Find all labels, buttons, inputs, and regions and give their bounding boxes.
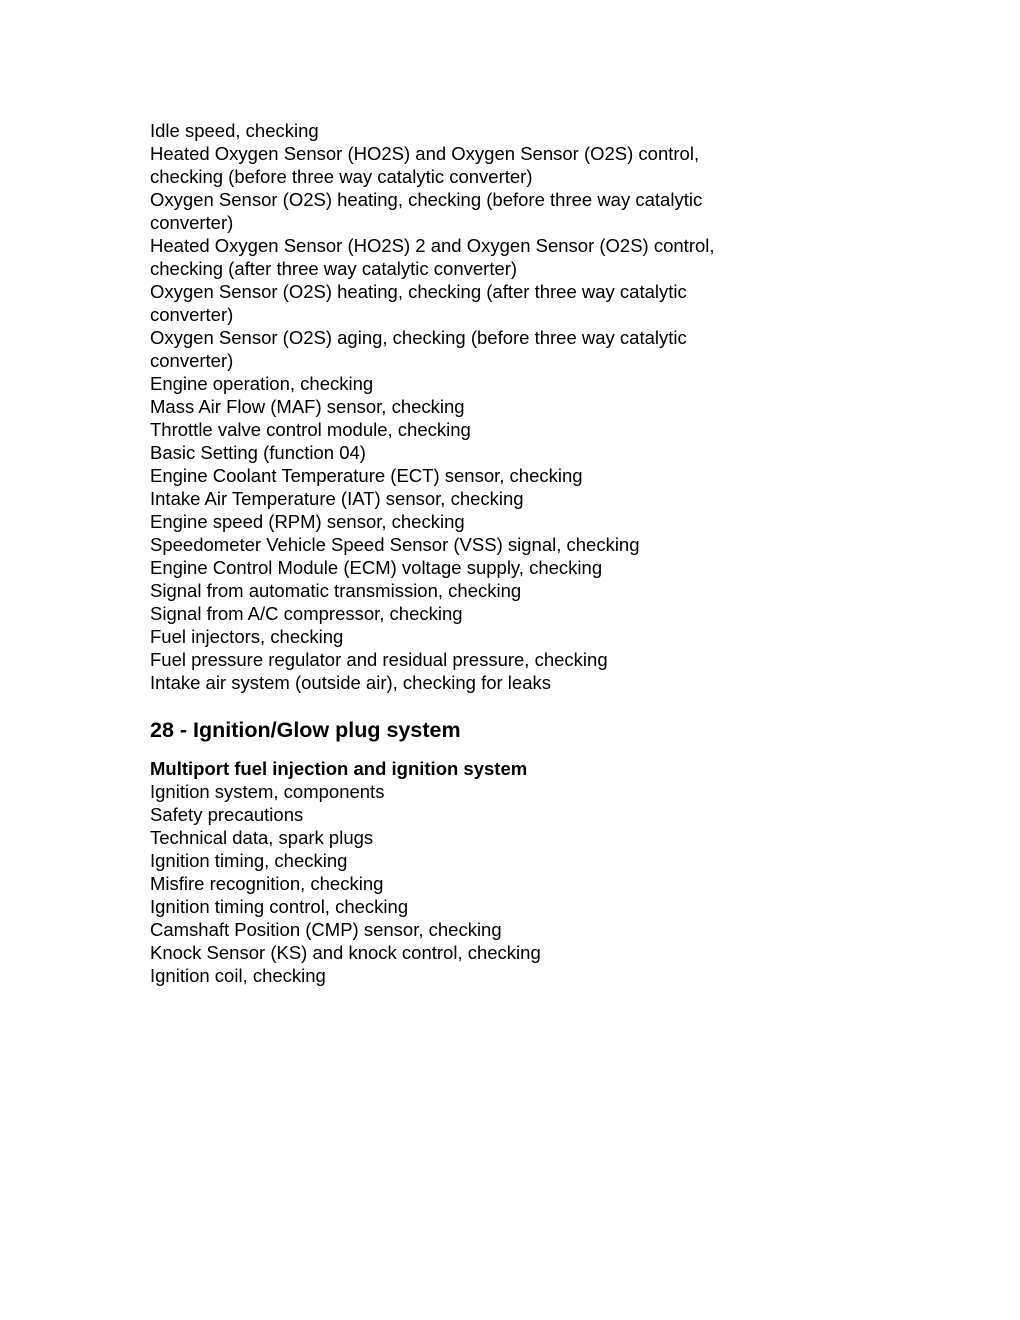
toc-item[interactable]: Ignition timing control, checking: [150, 896, 409, 917]
section-subheading: Multiport fuel injection and ignition system: [150, 758, 528, 779]
document-page: [150, 119, 770, 987]
toc-item[interactable]: Speedometer Vehicle Speed Sensor (VSS) signal, checking: [150, 534, 640, 555]
toc-item[interactable]: Oxygen Sensor (O2S) heating, checking (before three way catalytic converter): [150, 189, 703, 233]
ignition-topic-list: [150, 780, 770, 987]
toc-item[interactable]: Fuel injectors, checking: [150, 626, 344, 647]
toc-item[interactable]: Oxygen Sensor (O2S) aging, checking (before three way catalytic converter): [150, 327, 687, 371]
toc-item[interactable]: Engine operation, checking: [150, 373, 374, 394]
toc-item[interactable]: Mass Air Flow (MAF) sensor, checking: [150, 396, 465, 417]
toc-item[interactable]: Oxygen Sensor (O2S) heating, checking (after three way catalytic converter): [150, 281, 687, 325]
toc-item[interactable]: Intake air system (outside air), checking for leaks: [150, 672, 551, 693]
toc-item[interactable]: Camshaft Position (CMP) sensor, checking: [150, 919, 502, 940]
toc-item[interactable]: Misfire recognition, checking: [150, 873, 384, 894]
toc-item[interactable]: Fuel pressure regulator and residual pressure, checking: [150, 649, 608, 670]
toc-item[interactable]: Signal from A/C compressor, checking: [150, 603, 463, 624]
toc-item[interactable]: Knock Sensor (KS) and knock control, checking: [150, 942, 541, 963]
toc-item[interactable]: Idle speed, checking: [150, 120, 319, 141]
toc-item[interactable]: Engine Coolant Temperature (ECT) sensor, checking: [150, 465, 583, 486]
toc-item[interactable]: Engine Control Module (ECM) voltage supply, checking: [150, 557, 603, 578]
toc-item[interactable]: Ignition coil, checking: [150, 965, 326, 986]
fuel-injection-topic-list: [150, 119, 770, 694]
toc-item[interactable]: Basic Setting (function 04): [150, 442, 366, 463]
toc-item[interactable]: Throttle valve control module, checking: [150, 419, 471, 440]
toc-item[interactable]: Ignition timing, checking: [150, 850, 348, 871]
toc-item[interactable]: Intake Air Temperature (IAT) sensor, checking: [150, 488, 524, 509]
toc-item[interactable]: Ignition system, components: [150, 781, 385, 802]
section-heading: 28 - Ignition/Glow plug system: [150, 718, 461, 742]
toc-item[interactable]: Heated Oxygen Sensor (HO2S) and Oxygen Sensor (O2S) control, checking (before three way catalytic converter): [150, 143, 700, 187]
toc-item[interactable]: Safety precautions: [150, 804, 304, 825]
toc-item[interactable]: Technical data, spark plugs: [150, 827, 374, 848]
toc-item[interactable]: Engine speed (RPM) sensor, checking: [150, 511, 465, 532]
toc-item[interactable]: Heated Oxygen Sensor (HO2S) 2 and Oxygen Sensor (O2S) control, checking (after three way catalytic converter): [150, 235, 715, 279]
toc-item[interactable]: Signal from automatic transmission, checking: [150, 580, 522, 601]
